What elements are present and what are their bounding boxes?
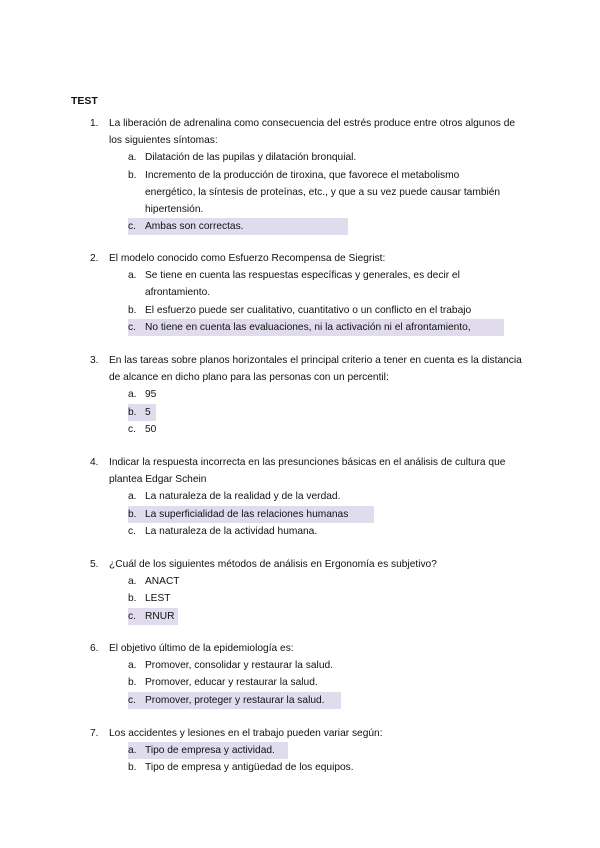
option-c-highlighted [128,319,504,336]
option-a [128,267,530,301]
option-letter: b. [128,508,137,520]
option-text: Incremento de la producción de tiroxina, que favorece el metabolismo energético, la síntesis de proteínas, etc., y que a su vez puede causar también hipertensión. [145,169,501,216]
option-text: Dilatación de las pupilas y dilatación bronquial. [145,152,357,164]
option-letter: a. [128,660,137,672]
option-text: El esfuerzo puede ser cualitativo, cuantitativo o un conflicto en el trabajo [145,304,472,316]
option-text: La superficialidad de las relaciones humanas [145,508,349,520]
option-text: 5 [145,406,151,418]
question-3 [90,352,530,438]
option-text: Ambas son correctas. [145,221,244,233]
question-number: 3. [90,355,99,366]
option-a [128,488,530,505]
question-number: 1. [90,118,99,129]
option-text: Promover, proteger y restaurar la salud. [145,694,325,706]
option-letter: c. [128,221,136,233]
question-1 [90,115,530,235]
option-a [128,149,530,166]
question-number: 7. [90,728,99,739]
option-a [128,386,530,403]
option-a [128,573,530,590]
option-letter: b. [128,169,137,181]
question-stem: Indicar la respuesta incorrecta en las presunciones básicas en el análisis de cultura que plantea Edgar Schein [109,457,506,486]
question-5 [90,556,530,625]
option-text: LEST [145,593,171,605]
option-a [128,657,530,674]
option-text: Tipo de empresa y antigüedad de los equipos. [145,762,354,774]
option-text: No tiene en cuenta las evaluaciones, ni la activación ni el afrontamiento, [145,321,471,333]
option-text: 50 [145,423,157,435]
question-stem: La liberación de adrenalina como consecuencia del estrés produce entre otros algunos de los siguientes síntomas: [109,118,516,147]
option-letter: a. [128,576,137,588]
test-title: TEST [71,95,98,107]
question-stem: El modelo conocido como Esfuerzo Recompensa de Siegrist: [109,253,386,264]
option-letter: b. [128,304,137,316]
option-letter: c. [128,525,136,537]
option-text: La naturaleza de la actividad humana. [145,525,318,537]
option-text: Se tiene en cuenta las respuestas específicas y generales, es decir el afrontamiento. [145,270,460,299]
option-letter: a. [128,152,137,164]
option-letter: b. [128,677,137,689]
option-text: La naturaleza de la realidad y de la verdad. [145,491,341,503]
question-number: 6. [90,643,99,654]
question-stem: En las tareas sobre planos horizontales el principal criterio a tener en cuenta es la distancia de alcance en dicho plano para las personas con un percentil: [109,355,522,384]
option-letter: a. [128,745,137,757]
option-text: ANACT [145,576,180,588]
option-text: Promover, consolidar y restaurar la salud. [145,660,333,672]
option-text: Tipo de empresa y actividad. [145,745,275,757]
option-b [128,759,530,776]
option-letter: a. [128,491,137,503]
option-letter: a. [128,270,137,282]
option-letter: c. [128,610,136,622]
option-letter: c. [128,321,136,333]
option-b [128,590,530,607]
option-c-highlighted [128,608,178,625]
option-letter: b. [128,406,137,418]
option-c-highlighted [128,692,341,709]
option-a-highlighted [128,742,288,759]
question-stem: Los accidentes y lesiones en el trabajo pueden variar según: [109,728,383,739]
option-b-highlighted [128,506,374,523]
option-b [128,302,530,319]
option-letter: c. [128,694,136,706]
option-letter: c. [128,423,136,435]
option-b [128,167,530,219]
option-c-highlighted [128,218,348,235]
question-2 [90,250,530,336]
option-text: RNUR [145,610,175,622]
option-text: 95 [145,389,157,401]
option-c [128,421,530,438]
question-number: 2. [90,253,99,264]
option-letter: b. [128,593,137,605]
option-letter: b. [128,762,137,774]
question-7 [90,725,530,777]
option-c [128,523,530,540]
question-stem: El objetivo último de la epidemiología es: [109,643,294,654]
question-4 [90,454,530,540]
question-stem: ¿Cuál de los siguientes métodos de análisis en Ergonomía es subjetivo? [109,559,437,570]
question-number: 4. [90,457,99,468]
option-b-highlighted [128,404,156,421]
question-6 [90,640,530,709]
option-text: Promover, educar y restaurar la salud. [145,677,318,689]
option-b [128,674,530,691]
question-number: 5. [90,559,99,570]
option-letter: a. [128,389,137,401]
